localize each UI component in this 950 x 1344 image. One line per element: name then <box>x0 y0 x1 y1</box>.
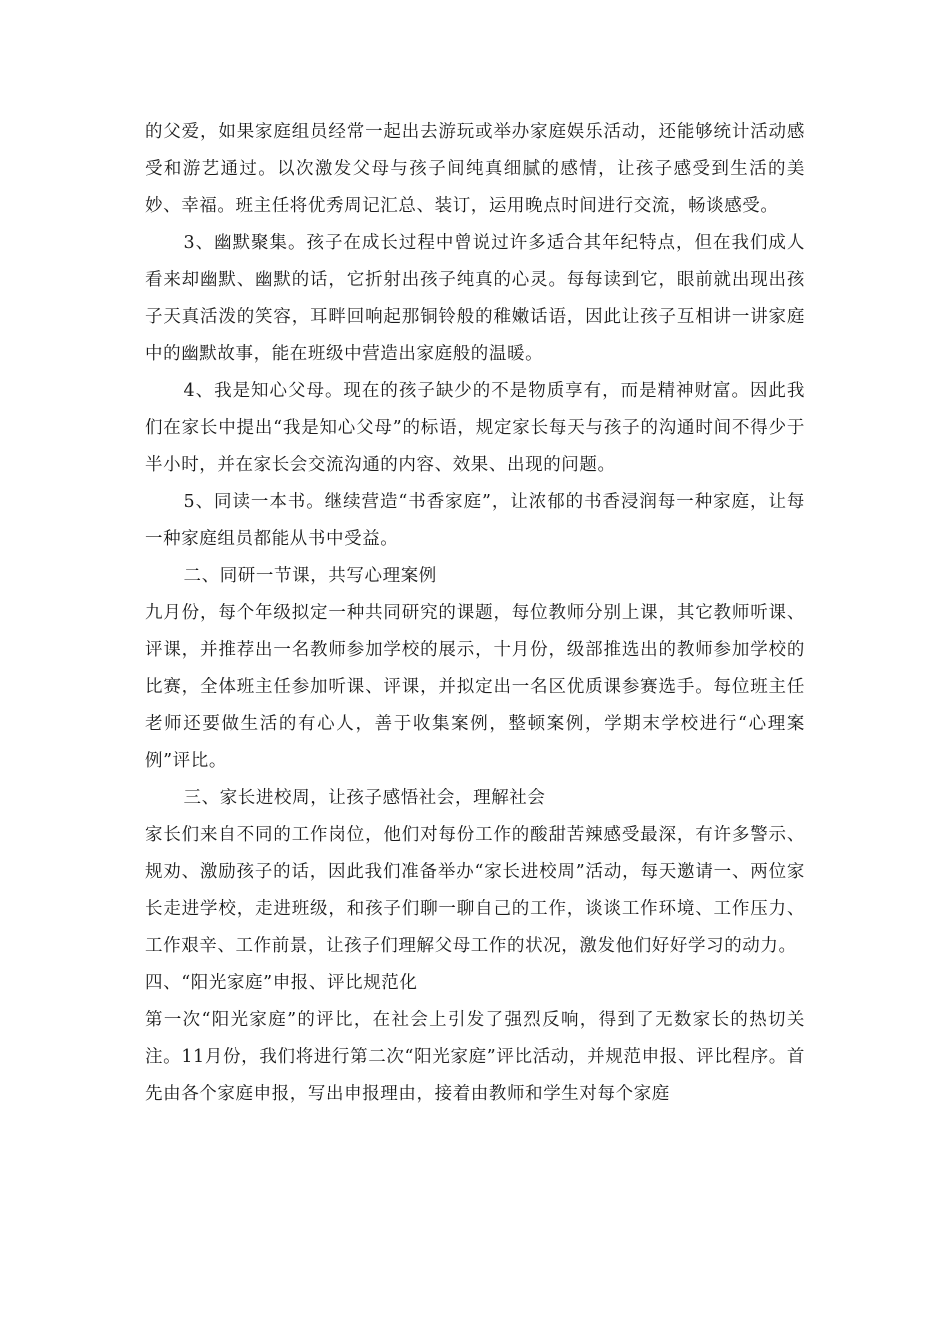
section-heading-3: 三、家长进校周，让孩子感悟社会，理解社会 <box>183 788 546 808</box>
section-heading-4: 四、“阳光家庭”申报、评比规范化 <box>145 973 418 993</box>
paragraph-item-4: 4、我是知心父母。现在的孩子缺少的不是物质享有，而是精神财富。因此我们在家长中提出“我是知心父母”的标语，规定家长每天与孩子的沟通时间不得少于半小时，并在家长会交流沟通的内容、效果、出现的问题。 <box>145 381 805 475</box>
paragraph-section-4: 第一次“阳光家庭”的评比，在社会上引发了强烈反响，得到了无数家长的热切关注。11月份，我们将进行第二次“阳光家庭”评比活动，并规范申报、评比程序。首先由各个家庭申报，写出申报理由，接着由教师和学生对每个家庭 <box>145 1010 805 1104</box>
section-heading-2: 二、同研一节课，共写心理案例 <box>183 566 437 586</box>
paragraph-section-2: 九月份，每个年级拟定一种共同研究的课题，每位教师分别上课，其它教师听课、评课，并推荐出一名教师参加学校的展示，十月份，级部推选出的教师参加学校的比赛，全体班主任参加听课、评课，并拟定出一名区优质课参赛选手。每位班主任老师还要做生活的有心人，善于收集案例，整顿案例，学期末学校进行“心理案例”评比。 <box>145 603 805 771</box>
paragraph-item-3: 3、幽默聚集。孩子在成长过程中曾说过许多适合其年纪特点，但在我们成人看来却幽默、幽默的话，它折射出孩子纯真的心灵。每每读到它，眼前就出现出孩子天真活泼的笑容，耳畔回响起那铜铃般的稚嫩话语，因此让孩子互相讲一讲家庭中的幽默故事，能在班级中营造出家庭般的温暖。 <box>145 233 805 364</box>
paragraph-item-5: 5、同读一本书。继续营造“书香家庭”，让浓郁的书香浸润每一种家庭，让每一种家庭组员都能从书中受益。 <box>145 492 805 549</box>
document-body <box>145 114 805 1113</box>
paragraph-continuation: 的父爱，如果家庭组员经常一起出去游玩或举办家庭娱乐活动，还能够统计活动感受和游艺通过。以次激发父母与孩子间纯真细腻的感情，让孩子感受到生活的美妙、幸福。班主任将优秀周记汇总、装订，运用晚点时间进行交流，畅谈感受。 <box>145 122 805 216</box>
paragraph-section-3: 家长们来自不同的工作岗位，他们对每份工作的酸甜苦辣感受最深，有许多警示、规劝、激励孩子的话，因此我们准备举办“家长进校周”活动，每天邀请一、两位家长走进学校，走进班级，和孩子们聊一聊自己的工作，谈谈工作环境、工作压力、工作艰辛、工作前景，让孩子们理解父母工作的状况，激发他们好好学习的动力。 <box>145 825 805 956</box>
